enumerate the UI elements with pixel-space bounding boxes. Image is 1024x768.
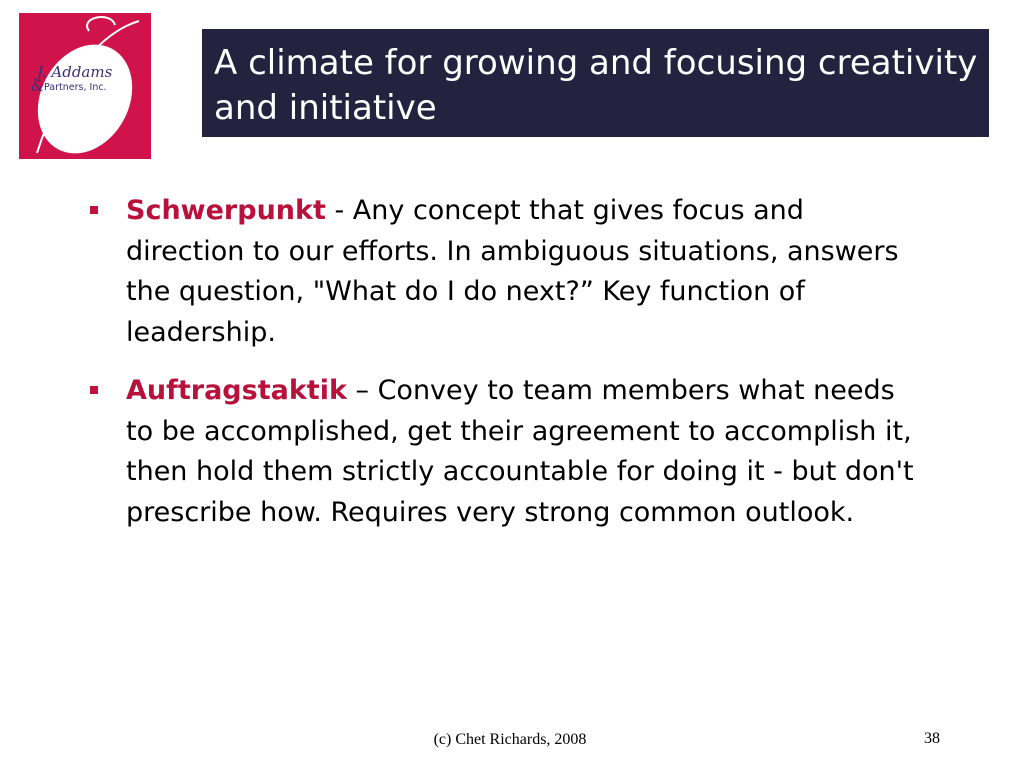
bullet-term: Auftragstaktik bbox=[126, 375, 347, 406]
logo-ampersand: & bbox=[31, 77, 45, 95]
logo-partners-line: Partners, Inc. bbox=[44, 82, 107, 93]
bullet-description: – Convey to team members what needs to be accomplished, get their agreement to accomplish it, then hold them strictly accountable for doing it - but don't prescribe how. Requires very strong common outlook. bbox=[126, 375, 914, 528]
square-bullet-icon bbox=[90, 206, 98, 214]
page-number: 38 bbox=[924, 730, 940, 747]
bullet-description: - Any concept that gives focus and direction to our efforts. In ambiguous situations, answers the question, "What do I do next?” Key function of leadership. bbox=[126, 195, 899, 348]
logo-graphic bbox=[19, 13, 151, 159]
footer-copyright: (c) Chet Richards, 2008 bbox=[433, 731, 587, 748]
square-bullet-icon bbox=[90, 386, 98, 394]
company-logo bbox=[19, 13, 151, 159]
bullet-item-auftragstaktik bbox=[88, 371, 918, 533]
bullet-item-schwerpunkt bbox=[88, 191, 918, 353]
logo-swoosh-top bbox=[87, 17, 115, 31]
bullet-list bbox=[88, 191, 918, 551]
slide-title: A climate for growing and focusing creativity and initiative bbox=[214, 43, 978, 128]
title-bar bbox=[202, 29, 989, 137]
bullet-term: Schwerpunkt bbox=[126, 195, 326, 226]
logo-name-line: J. Addams bbox=[37, 63, 113, 81]
